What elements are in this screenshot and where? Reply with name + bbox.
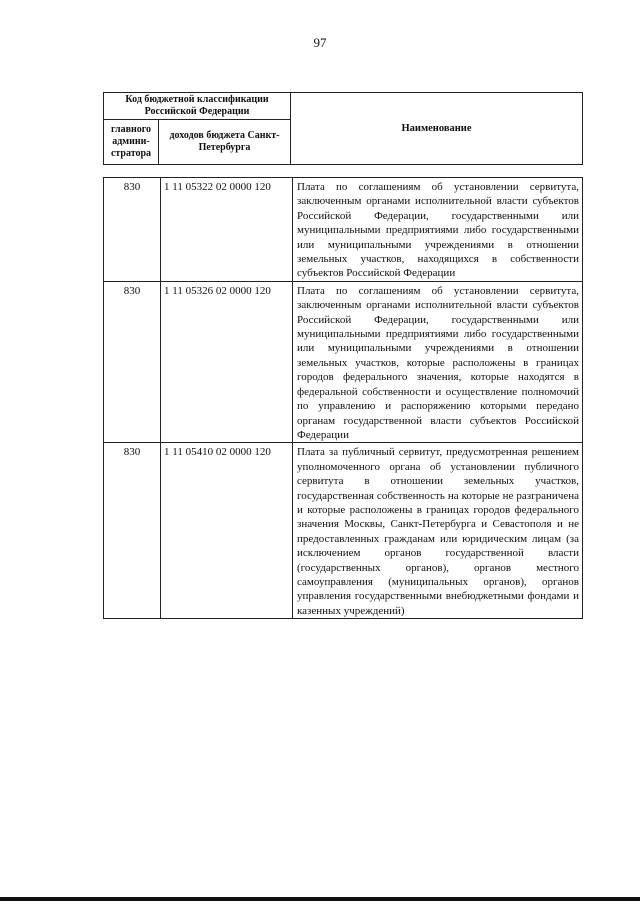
revenue-name-cell: Плата по соглашениям об установлении сервитута, заключенным органами исполнительной власти субъектов Российской Федерации, государственными или муниципальными предприятиями либо государственными или муниципальными учреждениями в отношении земельных участков, находящихся в собственности субъектов Российской Федерации (293, 178, 583, 282)
table-header (103, 92, 583, 165)
header-administrator: главного админи-стратора (104, 120, 159, 165)
page-number: 97 (313, 35, 327, 50)
table-row (104, 178, 583, 282)
bottom-rule (0, 897, 640, 901)
revenue-code-cell: 1 11 05326 02 0000 120 (161, 281, 293, 442)
header-classification-code: Код бюджетной классификации Российской Федерации (104, 93, 291, 120)
admin-code-cell: 830 (104, 443, 161, 619)
table-row (104, 443, 583, 619)
revenue-table (103, 177, 583, 619)
revenue-code-cell: 1 11 05410 02 0000 120 (161, 443, 293, 619)
header-name: Наименование (291, 93, 583, 165)
revenue-name-cell: Плата по соглашениям об установлении сервитута, заключенным органами исполнительной власти субъектов Российской Федерации, государственными или муниципальными предприятиями либо государственными или муниципальными учреждениями в отношении земельных участков, которые расположены в границах городов федерального значения, которые находятся в федеральной собственности и осуществление полномочий по управлению и распоряжению которыми передано органам государственной власти субъектов Российской Федерации (293, 281, 583, 442)
admin-code-cell: 830 (104, 281, 161, 442)
admin-code-cell: 830 (104, 178, 161, 282)
revenue-name-cell: Плата за публичный сервитут, предусмотренная решением уполномоченного органа об установлении публичного сервитута в отношении земельных участков, государственная собственность на которые не разграничена и которые расположены в границах городов федерального значения Москвы, Санкт-Петербурга и Севастополя и не предоставленных гражданам или юридическим лицам (за исключением органов государственной власти (государственных органов), органов местного самоуправления (муниципальных органов), органов управления государственными внебюджетными фондами и казенных учреждений) (293, 443, 583, 619)
table-row (104, 281, 583, 442)
revenue-code-cell: 1 11 05322 02 0000 120 (161, 178, 293, 282)
header-revenue-code: доходов бюджета Санкт-Петербурга (159, 120, 291, 165)
